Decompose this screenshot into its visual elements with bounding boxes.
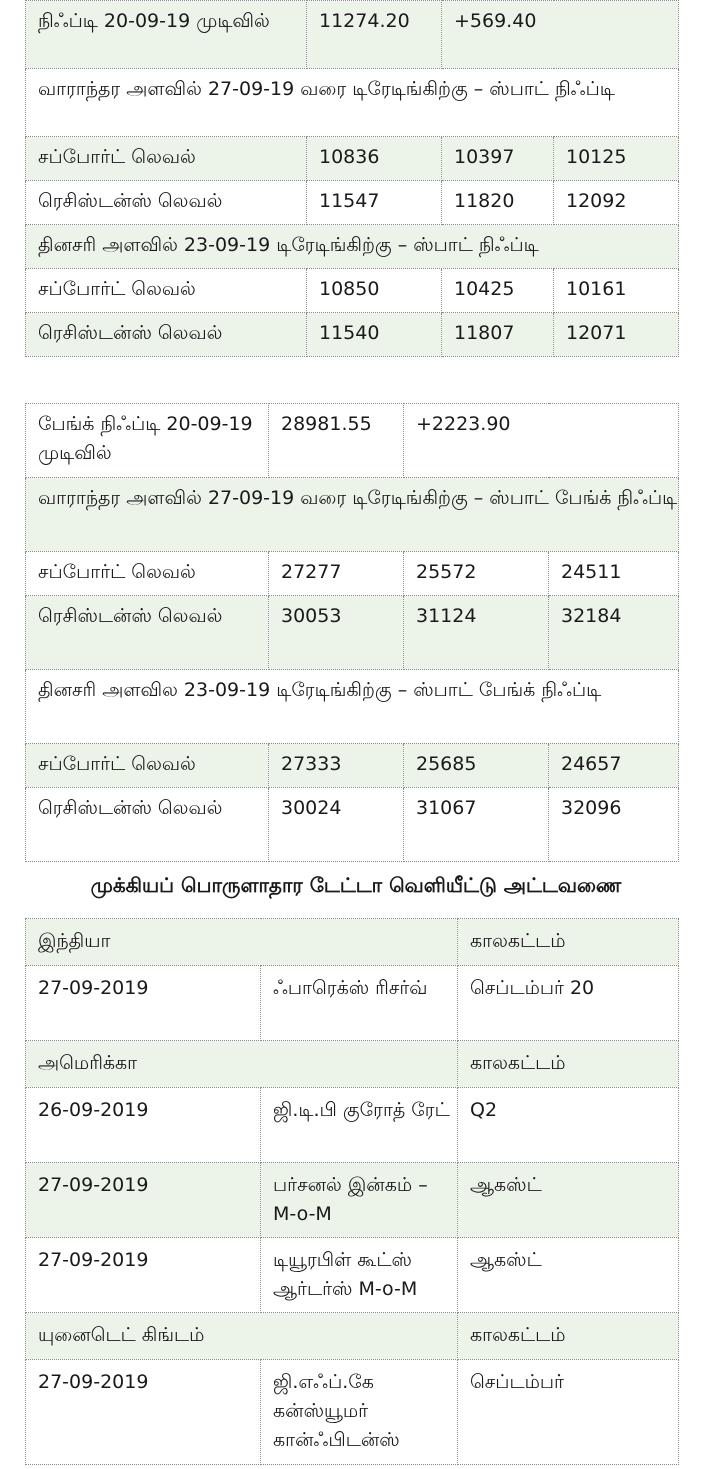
- nifty-weekly-heading-row: [26, 69, 679, 137]
- level-label: சப்போர்ட் லெவல்: [26, 744, 269, 788]
- nifty-close-label: நிஃப்டி 20-09-19 முடிவில்: [26, 1, 307, 69]
- bank-nifty-close-label: பேங்க் நிஃப்டி 20-09-19 முடிவில்: [26, 404, 269, 478]
- nifty-daily-support-row: [26, 269, 679, 313]
- release-period: Q2: [458, 1088, 679, 1163]
- bank-nifty-levels-table: [25, 403, 679, 862]
- level-value: 32184: [549, 596, 679, 670]
- bank-nifty-close-value: 28981.55: [269, 404, 404, 478]
- release-event: ஜி.டி.பி குரோத் ரேட்: [261, 1088, 458, 1163]
- level-value: 11820: [442, 181, 554, 225]
- bank-nifty-daily-resistance-row: [26, 788, 679, 862]
- level-value: 27333: [269, 744, 404, 788]
- section-header-row: [26, 1041, 679, 1088]
- country-label: அமெரிக்கா: [26, 1041, 458, 1088]
- section-header-row: [26, 1313, 679, 1360]
- table-row: [26, 966, 679, 1041]
- nifty-close-value: 11274.20: [307, 1, 442, 69]
- release-event: பர்சனல் இன்கம் – M-o-M: [261, 1163, 458, 1238]
- release-period: செப்டம்பர் 20: [458, 966, 679, 1041]
- level-label: ரெசிஸ்டன்ஸ் லெவல்: [26, 181, 307, 225]
- level-value: 12071: [554, 313, 679, 357]
- level-value: 11547: [307, 181, 442, 225]
- bank-nifty-weekly-resistance-row: [26, 596, 679, 670]
- period-header: காலகட்டம்: [458, 1313, 679, 1360]
- bank-nifty-change: +2223.90: [404, 404, 679, 478]
- release-event: ஜி.எஃப்.கே கன்ஸ்யூமர் கான்ஃபிடன்ஸ்: [261, 1360, 458, 1465]
- release-date: 27-09-2019: [26, 1238, 261, 1313]
- level-label: ரெசிஸ்டன்ஸ் லெவல்: [26, 596, 269, 670]
- country-label: யுனைடெட் கிங்டம்: [26, 1313, 458, 1360]
- nifty-daily-heading-row: [26, 225, 679, 269]
- release-date: 27-09-2019: [26, 1360, 261, 1465]
- section-header-row: [26, 919, 679, 966]
- level-value: 10425: [442, 269, 554, 313]
- level-label: சப்போர்ட் லெவல்: [26, 552, 269, 596]
- bank-nifty-weekly-heading: வாராந்தர அளவில் 27-09-19 வரை டிரேடிங்கிற்கு – ஸ்பாட் பேங்க் நிஃப்டி: [26, 478, 679, 552]
- level-label: சப்போர்ட் லெவல்: [26, 137, 307, 181]
- release-period: ஆகஸ்ட்: [458, 1238, 679, 1313]
- bank-nifty-weekly-support-row: [26, 552, 679, 596]
- economic-calendar-table: [25, 918, 679, 1465]
- release-event: ஃபாரெக்ஸ் ரிசர்வ்: [261, 966, 458, 1041]
- level-value: 12092: [554, 181, 679, 225]
- release-date: 26-09-2019: [26, 1088, 261, 1163]
- level-value: 10836: [307, 137, 442, 181]
- level-value: 11807: [442, 313, 554, 357]
- bank-nifty-close-row: [26, 404, 679, 478]
- level-value: 10397: [442, 137, 554, 181]
- level-value: 30053: [269, 596, 404, 670]
- level-label: ரெசிஸ்டன்ஸ் லெவல்: [26, 788, 269, 862]
- period-header: காலகட்டம்: [458, 1041, 679, 1088]
- level-label: சப்போர்ட் லெவல்: [26, 269, 307, 313]
- nifty-weekly-resistance-row: [26, 181, 679, 225]
- level-value: 27277: [269, 552, 404, 596]
- nifty-levels-table: [25, 0, 679, 357]
- release-period: ஆகஸ்ட்: [458, 1163, 679, 1238]
- nifty-weekly-support-row: [26, 137, 679, 181]
- bank-nifty-daily-heading-row: [26, 670, 679, 744]
- level-value: 10125: [554, 137, 679, 181]
- level-value: 25572: [404, 552, 549, 596]
- bank-nifty-weekly-heading-row: [26, 478, 679, 552]
- level-value: 11540: [307, 313, 442, 357]
- nifty-close-row: [26, 1, 679, 69]
- level-value: 25685: [404, 744, 549, 788]
- table-row: [26, 1163, 679, 1238]
- release-event: டியூரபிள் கூட்ஸ் ஆர்டர்ஸ் M-o-M: [261, 1238, 458, 1313]
- release-date: 27-09-2019: [26, 966, 261, 1041]
- calendar-title: முக்கியப் பொருளாதார டேட்டா வெளியீட்டு அட்டவணை: [90, 873, 622, 897]
- nifty-daily-heading: தினசரி அளவில் 23-09-19 டிரேடிங்கிற்கு – ஸ்பாட் நிஃப்டி: [26, 225, 679, 269]
- period-header: காலகட்டம்: [458, 919, 679, 966]
- nifty-daily-resistance-row: [26, 313, 679, 357]
- table-row: [26, 1088, 679, 1163]
- table-row: [26, 1360, 679, 1465]
- level-value: 31124: [404, 596, 549, 670]
- nifty-change: +569.40: [442, 1, 679, 69]
- country-label: இந்தியா: [26, 919, 458, 966]
- table-row: [26, 1238, 679, 1313]
- release-date: 27-09-2019: [26, 1163, 261, 1238]
- level-value: 10850: [307, 269, 442, 313]
- level-label: ரெசிஸ்டன்ஸ் லெவல்: [26, 313, 307, 357]
- level-value: 10161: [554, 269, 679, 313]
- bank-nifty-daily-support-row: [26, 744, 679, 788]
- level-value: 24511: [549, 552, 679, 596]
- release-period: செப்டம்பர்: [458, 1360, 679, 1465]
- level-value: 32096: [549, 788, 679, 862]
- level-value: 31067: [404, 788, 549, 862]
- nifty-weekly-heading: வாராந்தர அளவில் 27-09-19 வரை டிரேடிங்கிற்கு – ஸ்பாட் நிஃப்டி: [26, 69, 679, 137]
- bank-nifty-daily-heading: தினசரி அளவில 23-09-19 டிரேடிங்கிற்கு – ஸ்பாட் பேங்க் நிஃப்டி: [26, 670, 679, 744]
- level-value: 30024: [269, 788, 404, 862]
- level-value: 24657: [549, 744, 679, 788]
